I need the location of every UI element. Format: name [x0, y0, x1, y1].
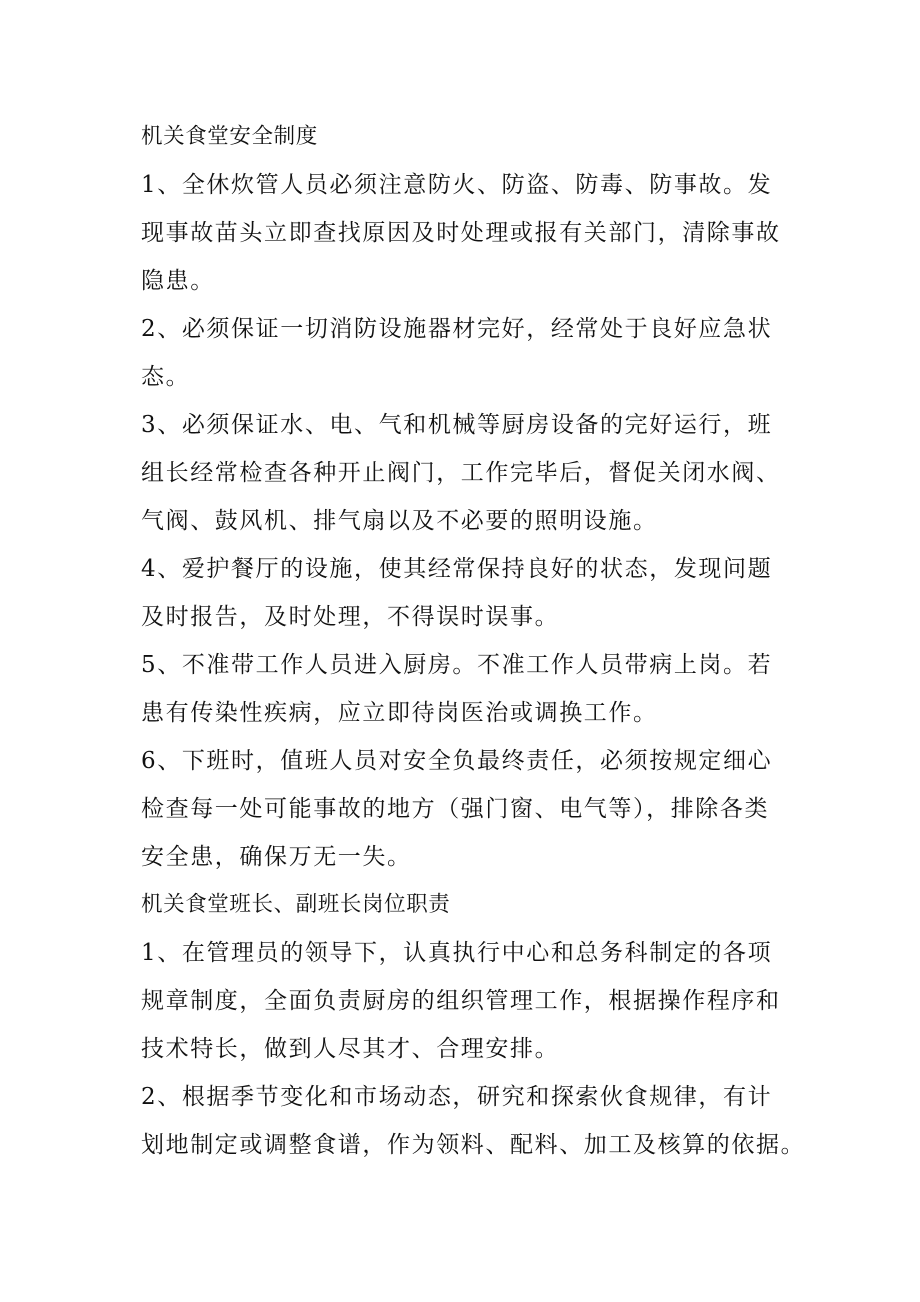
- paragraph-line: 划地制定或调整食谱，作为领料、配料、加工及核算的依据。: [141, 1132, 806, 1158]
- safety-rule-5: [141, 641, 801, 737]
- paragraph-line: 1、全休炊管人员必须注意防火、防盗、防毒、防事故。发: [141, 172, 773, 198]
- safety-rule-6: [141, 737, 801, 881]
- paragraph-line: 患有传染性疾病，应立即待岗医治或调换工作。: [141, 700, 658, 726]
- safety-rule-2: [141, 305, 801, 401]
- safety-rule-4: [141, 545, 801, 641]
- document-body: [141, 113, 806, 1169]
- paragraph-line: 检查每一处可能事故的地方（强门窗、电气等），排除各类: [141, 796, 770, 822]
- duty-item-2: [141, 1073, 806, 1169]
- paragraph-line: 2、必须保证一切消防设施器材完好，经常处于良好应急状: [141, 316, 773, 342]
- safety-rule-3: [141, 401, 801, 545]
- paragraph-line: 4、爱护餐厅的设施，使其经常保持良好的状态，发现问题: [141, 556, 773, 582]
- safety-rule-1: [141, 161, 801, 305]
- paragraph-line: 规章制度，全面负责厨房的组织管理工作，根据操作程序和: [141, 988, 781, 1014]
- paragraph-line: 2、根据季节变化和市场动态，研究和探索伙食规律，有计: [141, 1084, 773, 1110]
- paragraph-line: 5、不准带工作人员进入厨房。不准工作人员带病上岗。若: [141, 652, 773, 678]
- paragraph-line: 隐患。: [141, 268, 215, 294]
- paragraph-line: 及时报告，及时处理，不得误时误事。: [141, 604, 560, 630]
- paragraph-line: 1、在管理员的领导下，认真执行中心和总务科制定的各项: [141, 940, 773, 966]
- paragraph-line: 安全患，确保万无一失。: [141, 844, 412, 870]
- section-title-safety-rules: 机关食堂安全制度: [141, 124, 318, 149]
- paragraph-line: 现事故苗头立即查找原因及时处理或报有关部门，清除事故: [141, 220, 781, 246]
- paragraph-line: 气阀、鼓风机、排气扇以及不必要的照明设施。: [141, 508, 658, 534]
- paragraph-line: 态。: [141, 364, 191, 390]
- paragraph-line: 组长经常检查各种开止阀门，工作完毕后，督促关闭水阀、: [141, 460, 781, 486]
- paragraph-line: 技术特长，做到人尽其才、合理安排。: [141, 1036, 560, 1062]
- paragraph-line: 6、下班时，值班人员对安全负最终责任，必须按规定细心: [141, 748, 773, 774]
- paragraph-line: 3、必须保证水、电、气和机械等厨房设备的完好运行，班: [141, 412, 773, 438]
- section-title-team-leader-duties: 机关食堂班长、副班长岗位职责: [141, 892, 451, 917]
- duty-item-1: [141, 929, 801, 1073]
